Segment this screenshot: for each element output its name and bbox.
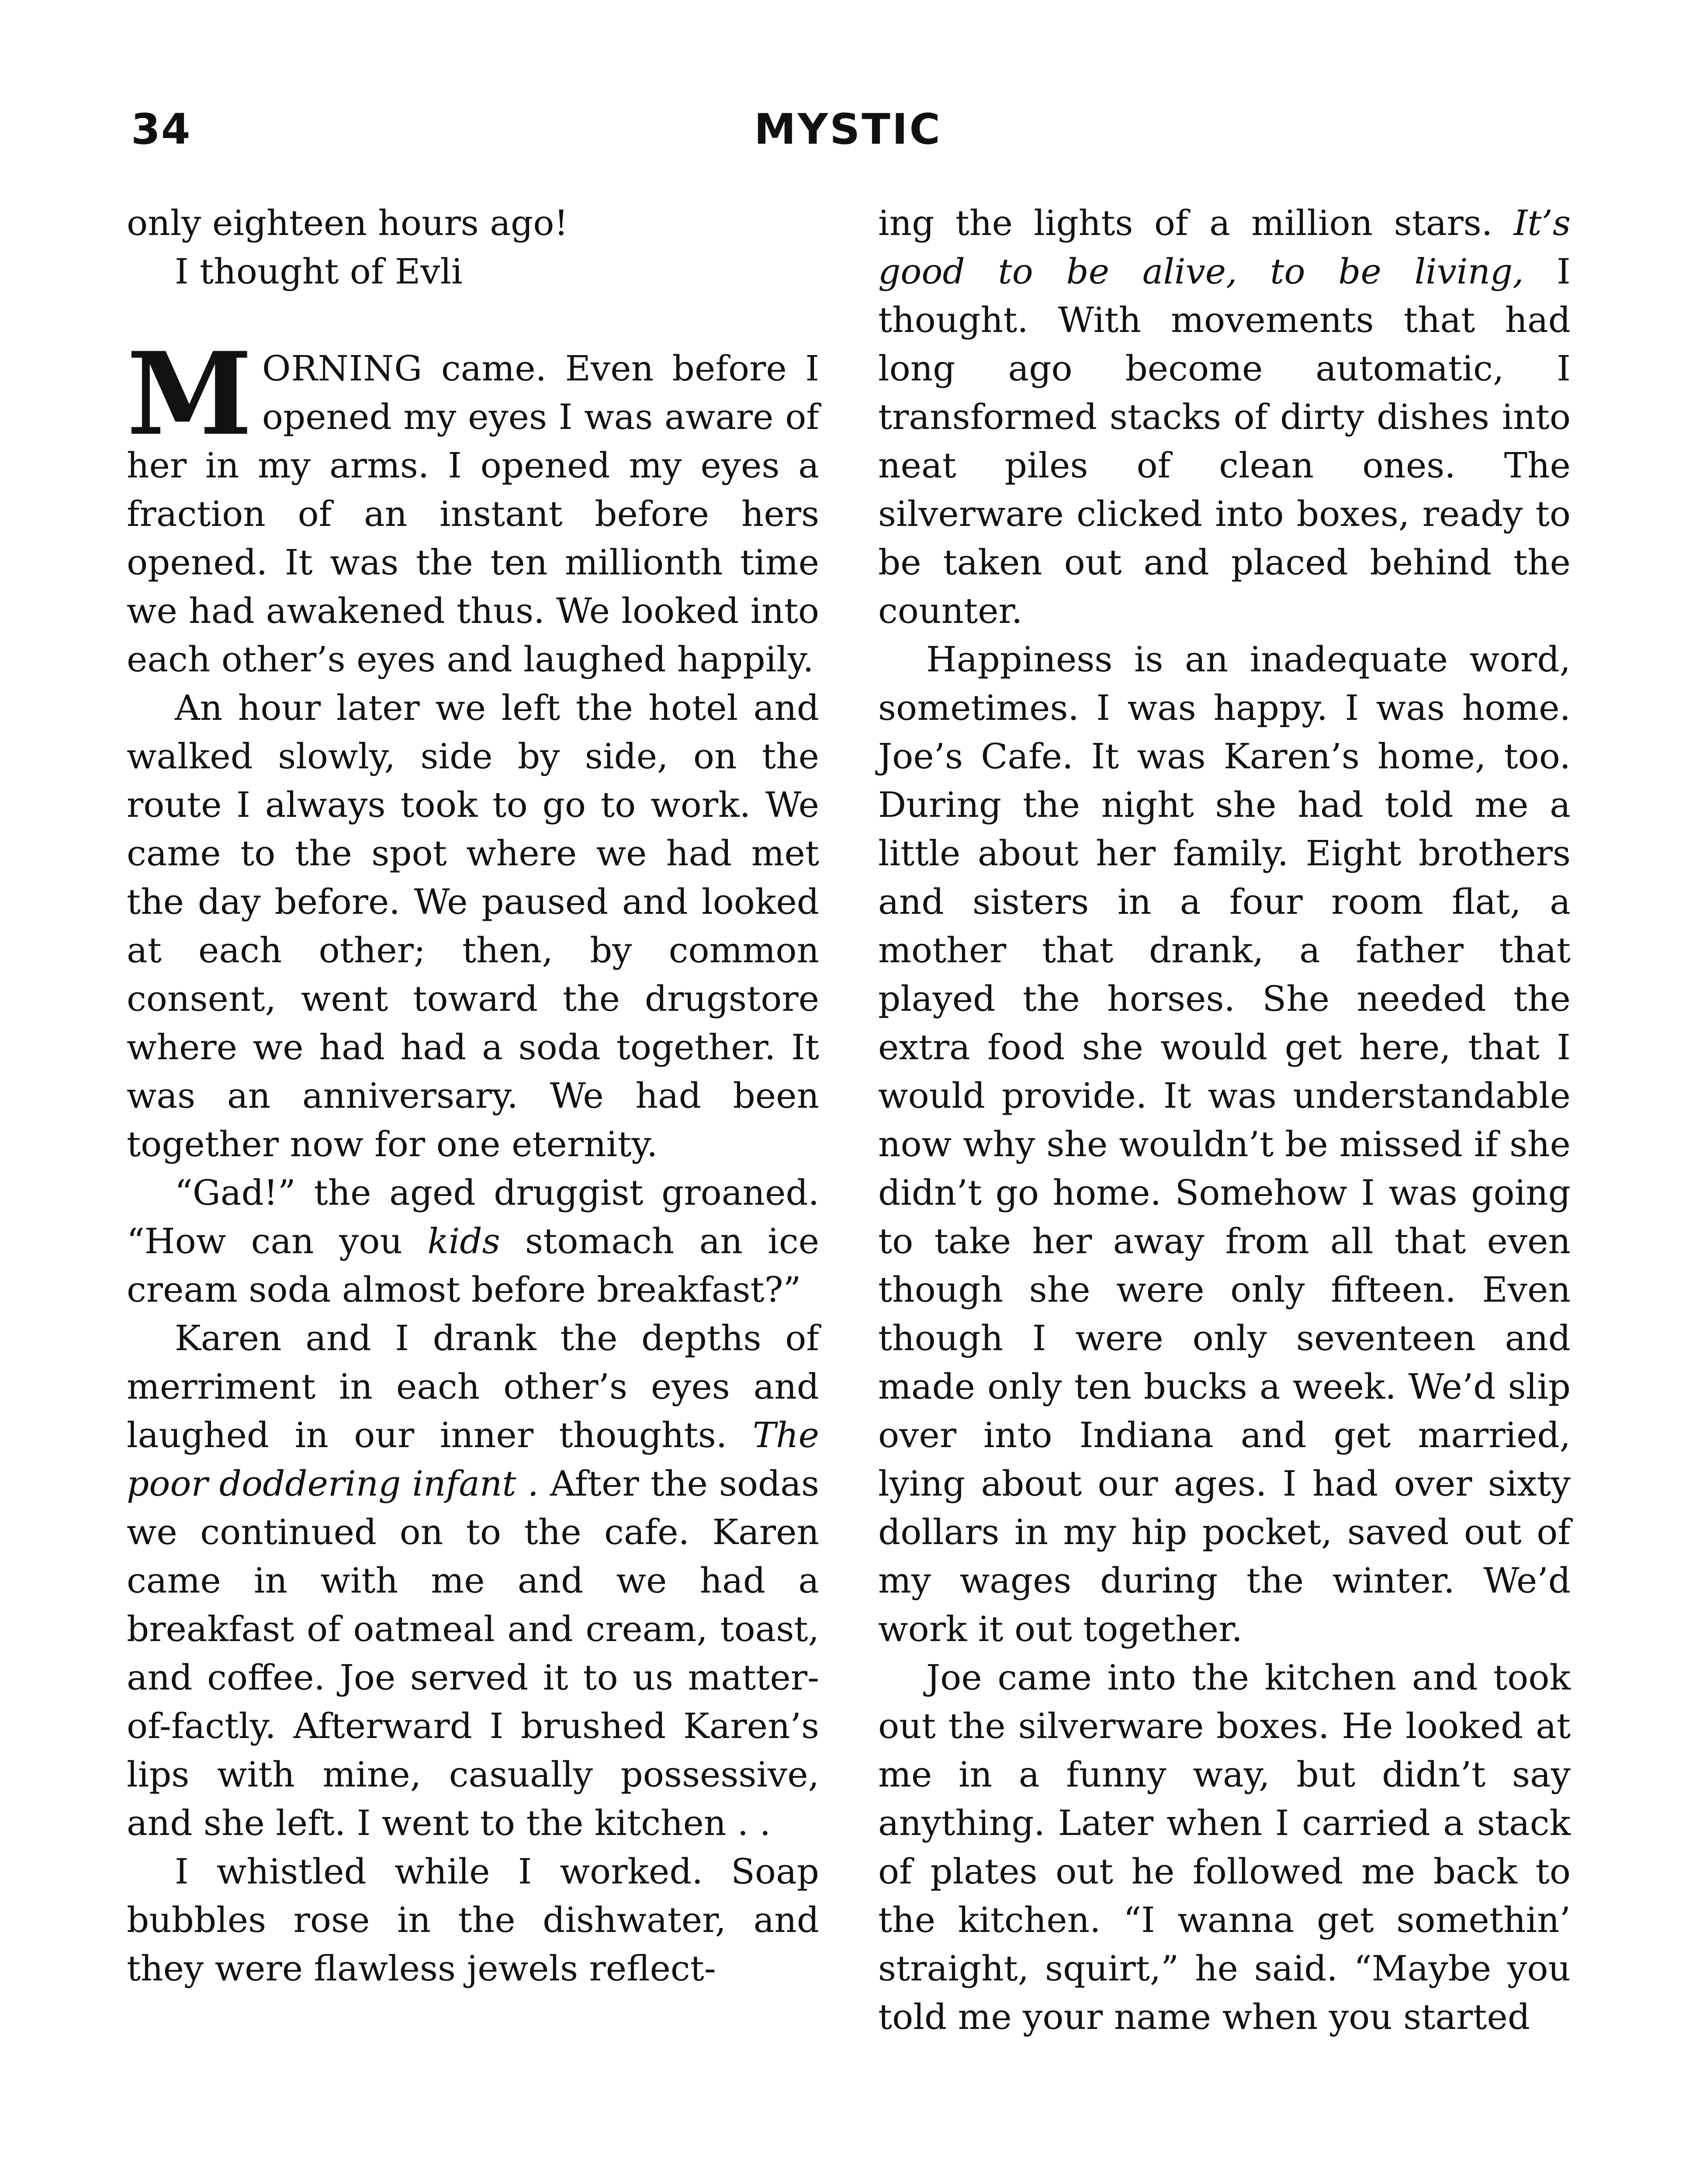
paragraph: Joe came into the kitchen and took out the silverware boxes. He looked at me in a funny way, but didn’t say anything. Later when I carried a stack of plates out he followed me back to the kitchen. “I wanna get somethin’ straight, squirt,” he said. “Maybe you told me your name when you started [878, 1657, 1571, 2037]
paragraph [127, 1314, 819, 1847]
running-title: MYSTIC [754, 105, 942, 154]
paragraph: I thought of Evli [175, 251, 463, 292]
paragraph-text: Karen and I drank the depths of merriment in each other’s eyes and laughed in our inner thoughts. [127, 1318, 819, 1455]
italic-text: It’s good to be alive, to be living, [878, 203, 1571, 292]
paragraph-text: stomach an ice cream soda almost before breakfast?” [127, 1221, 819, 1310]
paragraph-text: I thought. With movements that had long ago become automatic, I transformed stacks of dirty dishes into neat piles of clean ones. The silverware clicked into boxes, ready to be taken out and placed behind the counter. [878, 251, 1571, 631]
page-number: 34 [131, 105, 191, 154]
paragraph-text: came. Even before I opened my eyes I was aware of her in my arms. I opened my eyes a fraction of an instant before hers opened. It was the ten millionth time we had awakened thus. We looked into each other’s eyes and laughed happily. [127, 348, 819, 680]
paragraph: Happiness is an inadequate word, sometimes. I was happy. I was home. Joe’s Cafe. It was Karen’s home, too. During the night she had told me a little about her family. Eight brothers and sisters in a four room flat, a mother that drank, a father that played the horses. She needed the extra food she would get here, that I would provide. It was understandable now why she wouldn’t be missed if she didn’t go home. Somehow I was going to take her away from all that even though she were only fifteen. Even though I were only seventeen and made only ten bucks a week. We’d slip over into Indiana and get married, lying about our ages. I had over sixty dollars in my hip pocket, saved out of my wages during the winter. We’d work it out together. [878, 639, 1571, 1649]
paragraph [127, 1168, 819, 1314]
paragraph: An hour later we left the hotel and walked slowly, side by side, on the route I always took to go to work. We came to the spot where we had met the day before. We paused and looked at each other; then, by common consent, went toward the drugstore where we had had a soda together. It was an anniversary. We had been together now for one eternity. [127, 688, 819, 1165]
right-column [878, 199, 1571, 2041]
dropcap-paragraph [127, 328, 819, 684]
drop-cap: M [127, 328, 253, 461]
paragraph [878, 199, 1571, 635]
italic-text: kids [427, 1221, 500, 1261]
paragraph: I whistled while I worked. Soap bubbles rose in the dishwater, and they were flawless jewels reflect- [127, 1851, 819, 1989]
paragraph-text: “Gad!” the aged druggist groaned. “How can you [127, 1172, 819, 1261]
paragraph-text: After the sodas we continued on to the cafe. Karen came in with me and we had a breakfast of oatmeal and cream, toast, and coffee. Joe served it to us matter-of-factly. Afterward I brushed Karen’s lips with mine, casually possessive, and she left. I went to the kitchen . . [127, 1463, 819, 1843]
small-caps-word: ORNING [262, 348, 423, 389]
paragraph: only eighteen hours ago! [127, 203, 568, 243]
paragraph-text: ing the lights of a million stars. [878, 203, 1514, 243]
italic-text: The poor doddering infant . [127, 1415, 819, 1504]
page-header [127, 105, 1569, 166]
left-column [127, 199, 819, 1993]
